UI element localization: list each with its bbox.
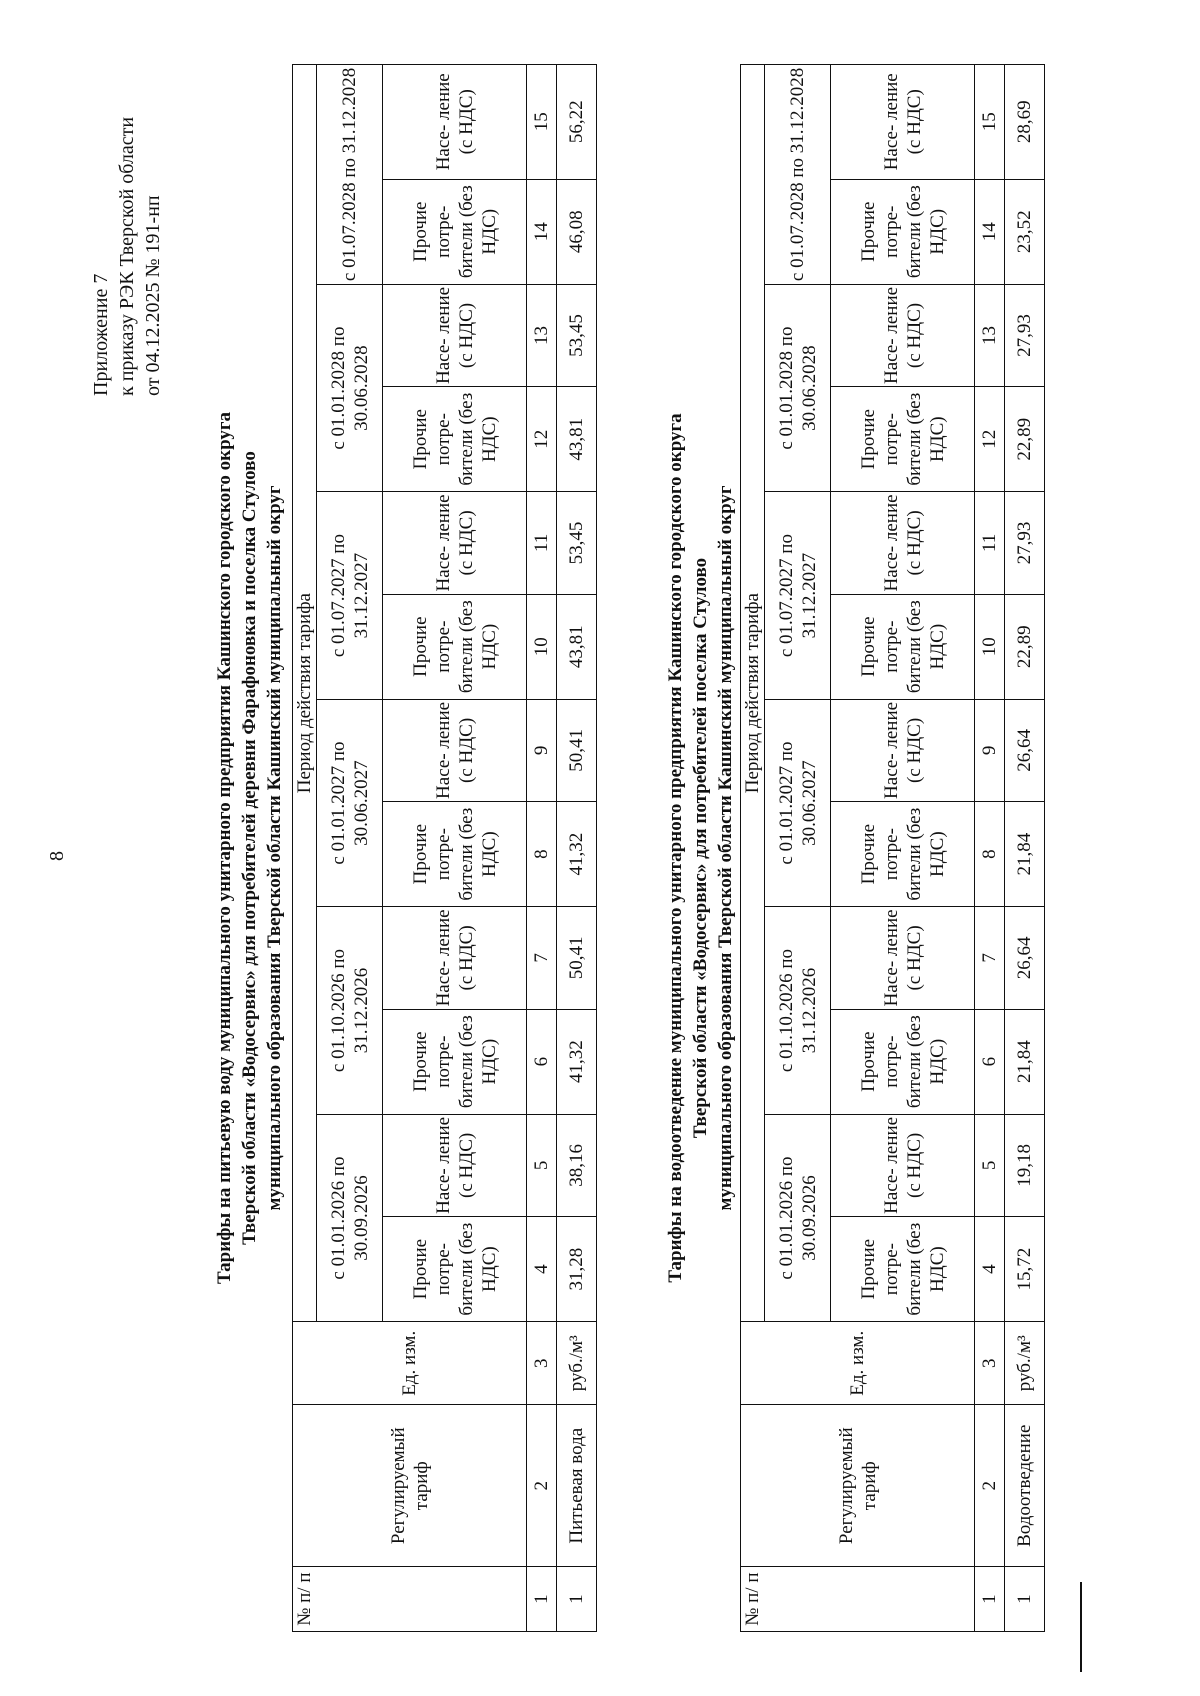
column-number: 13 (975, 284, 1005, 386)
annex-line-2: к приказу РЭК Тверской области (116, 116, 138, 396)
tariff-value: 41,32 (557, 1009, 597, 1114)
annex-line-3: от 04.12.2025 № 191-нп (142, 195, 164, 396)
other-consumers-header: Прочие потре- бители (без НДС) (383, 802, 527, 907)
period-cell: с 01.07.2027 по 31.12.2027 (317, 492, 383, 699)
other-consumers-header: Прочие потре- бители (без НДС) (383, 1217, 527, 1322)
column-number: 6 (527, 1009, 557, 1114)
header-unit: Ед. изм. (293, 1322, 527, 1405)
tariff-value: 28,69 (1005, 65, 1045, 180)
tariff-value: 53,45 (557, 492, 597, 594)
column-number: 11 (975, 492, 1005, 594)
other-consumers-header: Прочие потре- бители (без НДС) (383, 387, 527, 492)
column-number: 15 (975, 65, 1005, 180)
other-consumers-header: Прочие потре- бители (без НДС) (383, 594, 527, 699)
tariff-value: 19,18 (1005, 1114, 1045, 1216)
other-consumers-header: Прочие потре- бители (без НДС) (831, 387, 975, 492)
column-number: 14 (975, 179, 1005, 284)
population-header: Насе- ление (с НДС) (831, 284, 975, 386)
column-number: 4 (975, 1217, 1005, 1322)
header-tariff: Регулируемый тариф (741, 1405, 975, 1567)
column-number: 15 (527, 65, 557, 180)
other-consumers-header: Прочие потре- бители (без НДС) (831, 1217, 975, 1322)
population-header: Насе- ление (с НДС) (383, 65, 527, 180)
footer-rule (1080, 1582, 1082, 1672)
tariff-value: 15,72 (1005, 1217, 1045, 1322)
tariff-value: 22,89 (1005, 594, 1045, 699)
header-period: Период действия тарифа (741, 65, 765, 1322)
column-number: 1 (527, 1567, 557, 1632)
column-number-row (527, 65, 557, 1632)
header-period: Период действия тарифа (293, 65, 317, 1322)
column-number: 13 (527, 284, 557, 386)
column-number: 7 (975, 907, 1005, 1009)
column-number: 4 (527, 1217, 557, 1322)
header-unit: Ед. изм. (741, 1322, 975, 1405)
tariff-value: 41,32 (557, 802, 597, 907)
other-consumers-header: Прочие потре- бители (без НДС) (831, 802, 975, 907)
column-number: 8 (975, 802, 1005, 907)
period-cell: с 01.10.2026 по 31.12.2026 (765, 907, 831, 1114)
column-number: 5 (975, 1114, 1005, 1216)
column-number: 2 (975, 1405, 1005, 1567)
column-number: 10 (527, 594, 557, 699)
header-no: № п/ п (293, 1567, 527, 1632)
table-row (1005, 65, 1045, 1632)
table2-title-line: муниципального образования Тверской области Кашинский муниципальный округ (715, 485, 736, 1211)
column-number: 9 (527, 699, 557, 801)
population-header: Насе- ление (с НДС) (383, 284, 527, 386)
period-cell: с 01.01.2027 по 30.06.2027 (765, 699, 831, 906)
table-row (557, 65, 597, 1632)
tariff-value: 21,84 (1005, 802, 1045, 907)
column-number: 1 (975, 1567, 1005, 1632)
tariff-value: 26,64 (1005, 907, 1045, 1009)
population-header: Насе- ление (с НДС) (383, 1114, 527, 1216)
tariff-value: 46,08 (557, 179, 597, 284)
tariff-value: 38,16 (557, 1114, 597, 1216)
tariff-name: Водоотведение (1005, 1405, 1045, 1567)
tariff-value: 56,22 (557, 65, 597, 180)
population-header: Насе- ление (с НДС) (831, 699, 975, 801)
tariff-value: 43,81 (557, 387, 597, 492)
period-cell: с 01.07.2027 по 31.12.2027 (765, 492, 831, 699)
table2-title-line: Тверской области «Водосервис» для потребителей поселка Стулово (690, 557, 711, 1139)
column-number: 12 (527, 387, 557, 492)
column-number: 5 (527, 1114, 557, 1216)
tariff-value: 27,93 (1005, 284, 1045, 386)
tariff-value: 50,41 (557, 907, 597, 1009)
table1-title (212, 0, 287, 1696)
tariff-value: 31,28 (557, 1217, 597, 1322)
table2-title (663, 0, 738, 1696)
water-tariff-table (292, 64, 597, 1632)
table1-title-line: Тарифы на питьевую воду муниципального унитарного предприятия Кашинского городского округа (214, 411, 235, 1285)
population-header: Насе- ление (с НДС) (383, 907, 527, 1009)
population-header: Насе- ление (с НДС) (831, 1114, 975, 1216)
tariff-value: 43,81 (557, 594, 597, 699)
column-number: 3 (975, 1322, 1005, 1405)
other-consumers-header: Прочие потре- бители (без НДС) (383, 179, 527, 284)
table1-title-line: муниципального образования Тверской области Кашинский муниципальный округ (264, 485, 285, 1211)
period-cell: с 01.10.2026 по 31.12.2026 (317, 907, 383, 1114)
population-header: Насе- ление (с НДС) (831, 907, 975, 1009)
column-number: 9 (975, 699, 1005, 801)
unit-cell: руб./м³ (557, 1322, 597, 1405)
page-number: 8 (46, 851, 68, 861)
table2-title-line: Тарифы на водоотведение муниципального унитарного предприятия Кашинского городского округа (665, 413, 686, 1283)
annex-block (88, 56, 166, 396)
sewer-tariff-table (740, 64, 1045, 1632)
row-number: 1 (557, 1567, 597, 1632)
unit-cell: руб./м³ (1005, 1322, 1045, 1405)
tariff-value: 26,64 (1005, 699, 1045, 801)
column-number: 2 (527, 1405, 557, 1567)
tariff-value: 27,93 (1005, 492, 1045, 594)
column-number: 8 (527, 802, 557, 907)
tariff-name: Питьевая вода (557, 1405, 597, 1567)
column-number: 12 (975, 387, 1005, 492)
tariff-value: 22,89 (1005, 387, 1045, 492)
period-cell: с 01.07.2028 по 31.12.2028 (765, 65, 831, 285)
header-no: № п/ п (741, 1567, 975, 1632)
other-consumers-header: Прочие потре- бители (без НДС) (831, 179, 975, 284)
period-cell: с 01.07.2028 по 31.12.2028 (317, 65, 383, 285)
annex-line-1: Приложение 7 (90, 273, 112, 396)
other-consumers-header: Прочие потре- бители (без НДС) (383, 1009, 527, 1114)
column-number: 7 (527, 907, 557, 1009)
column-number: 11 (527, 492, 557, 594)
row-number: 1 (1005, 1567, 1045, 1632)
header-row-period (293, 65, 317, 1632)
table1-title-line: Тверской области «Водосервис» для потребителей деревни Фарафоновка и поселка Стулово (239, 451, 260, 1245)
other-consumers-header: Прочие потре- бители (без НДС) (831, 1009, 975, 1114)
tariff-value: 23,52 (1005, 179, 1045, 284)
tariff-value: 50,41 (557, 699, 597, 801)
period-cell: с 01.01.2028 по 30.06.2028 (317, 284, 383, 491)
column-number-row (975, 65, 1005, 1632)
header-tariff: Регулируемый тариф (293, 1405, 527, 1567)
header-row-period (741, 65, 765, 1632)
column-number: 10 (975, 594, 1005, 699)
population-header: Насе- ление (с НДС) (831, 492, 975, 594)
column-number: 14 (527, 179, 557, 284)
population-header: Насе- ление (с НДС) (831, 65, 975, 180)
period-cell: с 01.01.2026 по 30.09.2026 (317, 1114, 383, 1321)
period-cell: с 01.01.2027 по 30.06.2027 (317, 699, 383, 906)
period-cell: с 01.01.2028 по 30.06.2028 (765, 284, 831, 491)
population-header: Насе- ление (с НДС) (383, 492, 527, 594)
other-consumers-header: Прочие потре- бители (без НДС) (831, 594, 975, 699)
column-number: 3 (527, 1322, 557, 1405)
period-cell: с 01.01.2026 по 30.09.2026 (765, 1114, 831, 1321)
tariff-value: 21,84 (1005, 1009, 1045, 1114)
column-number: 6 (975, 1009, 1005, 1114)
population-header: Насе- ление (с НДС) (383, 699, 527, 801)
tariff-value: 53,45 (557, 284, 597, 386)
